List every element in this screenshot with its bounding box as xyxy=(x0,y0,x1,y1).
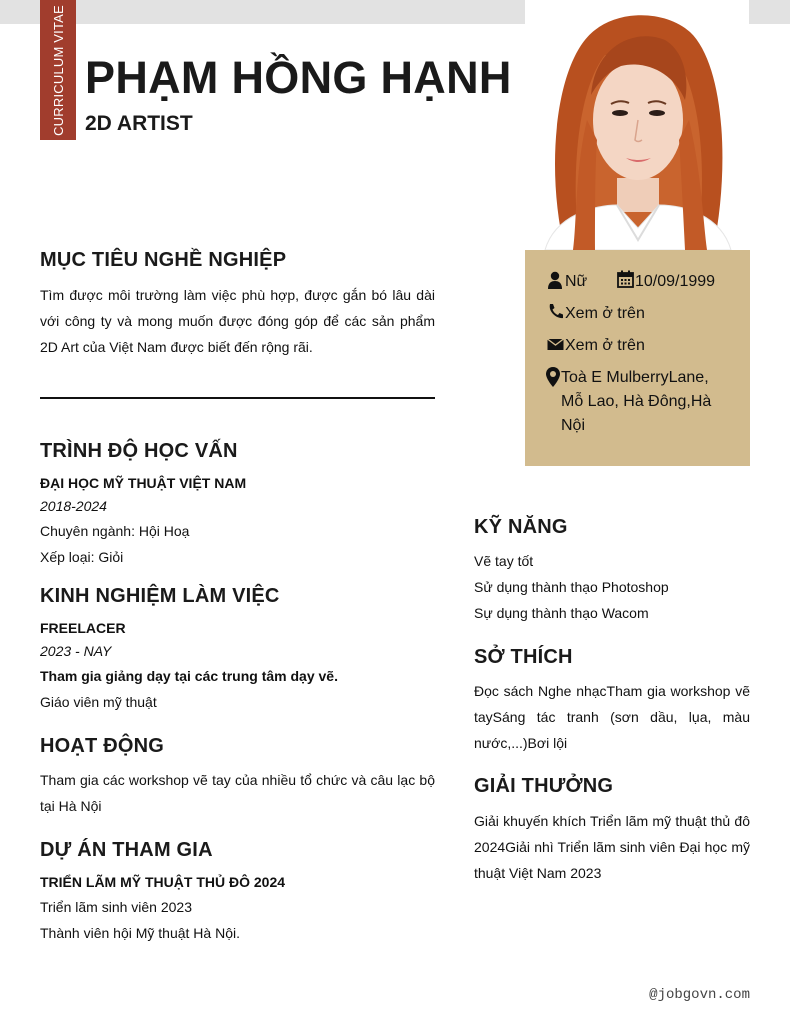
phone-icon xyxy=(545,302,565,320)
curriculum-vitae-tag xyxy=(40,0,76,140)
skills-heading: KỸ NĂNG xyxy=(474,516,568,538)
skill-item: Sự dụng thành thạo Wacom xyxy=(474,605,649,621)
address-row xyxy=(545,366,725,438)
project-line-2: Thành viên hội Mỹ thuật Hà Nội. xyxy=(40,925,240,941)
education-major: Chuyên ngành: Hội Hoạ xyxy=(40,523,190,539)
education-school: ĐẠI HỌC MỸ THUẬT VIỆT NAM xyxy=(40,475,247,491)
candidate-name: PHẠM HỒNG HẠNH xyxy=(85,52,512,103)
experience-heading: KINH NGHIỆM LÀM VIỆC xyxy=(40,585,280,607)
watermark: @jobgovn.com xyxy=(649,987,750,1003)
project-line-1: Triển lãm sinh viên 2023 xyxy=(40,899,193,915)
objective-heading: MỤC TIÊU NGHỀ NGHIỆP xyxy=(40,249,287,271)
profile-photo xyxy=(525,0,749,250)
education-grade: Xếp loại: Giỏi xyxy=(40,549,124,565)
skill-item: Vẽ tay tốt xyxy=(474,553,534,569)
hobbies-text: Đọc sách Nghe nhạcTham gia workshop vẽ taySáng tác tranh (sơn dầu, lụa, màu nước,...)Bơi lội xyxy=(474,683,750,751)
awards-text: Giải khuyến khích Triển lãm mỹ thuật thủ đô 2024Giải nhì Triển lãm sinh viên Đại học mỹ thuật Việt Nam 2023 xyxy=(474,813,750,881)
mail-icon xyxy=(545,334,565,352)
projects-heading: DỰ ÁN THAM GIA xyxy=(40,839,213,861)
person-icon xyxy=(545,270,565,290)
education-period: 2018-2024 xyxy=(40,498,107,514)
experience-detail: Giáo viên mỹ thuật xyxy=(40,694,157,710)
contact-panel xyxy=(525,250,750,466)
hobbies-heading: SỞ THÍCH xyxy=(474,646,573,668)
address-value: Toà E MulberryLane, Mỗ Lao, Hà Đông,Hà Nội xyxy=(561,369,712,434)
email-row xyxy=(545,334,645,358)
gender-row xyxy=(545,270,587,294)
calendar-icon xyxy=(615,270,635,288)
candidate-role: 2D ARTIST xyxy=(85,112,193,135)
phone-value: Xem ở trên xyxy=(565,305,645,322)
experience-company: FREELACER xyxy=(40,620,126,636)
education-heading: TRÌNH ĐỘ HỌC VẤN xyxy=(40,440,238,462)
experience-position: Tham gia giảng dạy tại các trung tâm dạy vẽ. xyxy=(40,668,338,684)
phone-row xyxy=(545,302,645,326)
birthday-value: 10/09/1999 xyxy=(635,273,716,290)
activities-heading: HOẠT ĐỘNG xyxy=(40,735,165,757)
cv-tag-label: CURRICULUM VITAE xyxy=(50,4,66,136)
section-divider xyxy=(40,397,435,399)
birthday-row xyxy=(615,270,715,294)
experience-period: 2023 - NAY xyxy=(40,643,112,659)
location-pin-icon xyxy=(545,366,561,388)
skill-item: Sử dụng thành thạo Photoshop xyxy=(474,579,669,595)
awards-heading: GIẢI THƯỞNG xyxy=(474,775,614,797)
gender-value: Nữ xyxy=(565,273,588,290)
objective-text: Tìm được môi trường làm việc phù hợp, được gắn bó lâu dài với công ty và mong muốn được đóng góp để các sản phẩm 2D Art của Việt Nam được biết đến rộng rãi. xyxy=(40,287,435,355)
activities-text: Tham gia các workshop vẽ tay của nhiều tổ chức và câu lạc bộ tại Hà Nội xyxy=(40,772,435,814)
project-name: TRIỂN LÃM MỸ THUẬT THỦ ĐÔ 2024 xyxy=(40,874,286,890)
email-value: Xem ở trên xyxy=(565,337,645,354)
